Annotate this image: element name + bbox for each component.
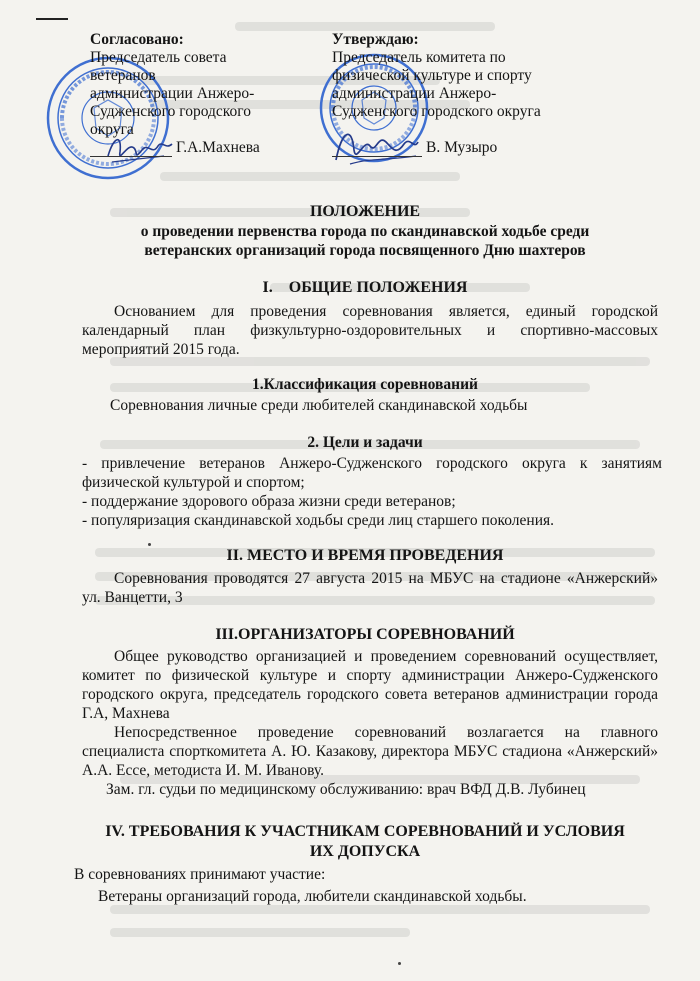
requirements-paragraph: Ветераны организаций города, любители скандинавской ходьбы. — [98, 888, 527, 905]
section-heading-requirements: IV. ТРЕБОВАНИЯ К УЧАСТНИКАМ СОРЕВНОВАНИЙ И УСЛОВИЯ — [105, 823, 625, 840]
organizers-paragraph: Непосредственное проведение соревнований возлагается на главного специалиста спорткомитета А. Ю. Казакову, директора МБУС стадиона «Анжерский» А.А. Ессе, методиста И. М. Иванову. — [82, 724, 658, 779]
scan-mark — [36, 18, 68, 20]
goals-list-item: - поддержание здорового образа жизни среди ветеранов; — [82, 493, 456, 510]
document-title: ПОЛОЖЕНИЕ — [309, 203, 421, 220]
ink-dot — [398, 962, 401, 965]
document-subject-line: ветеранских организаций города посвященного Дню шахтеров — [144, 242, 586, 259]
agreed-position-line: Председатель совета — [90, 49, 227, 66]
section-heading-general: I. ОБЩИЕ ПОЛОЖЕНИЯ — [262, 279, 468, 296]
agreed-signer: Г.А.Махнева — [176, 139, 260, 156]
goals-list — [82, 454, 662, 530]
agreed-position-line: администрации Анжеро- — [90, 85, 255, 102]
organizers-medical: Зам. гл. судьи по медицинскому обслуживанию: врач ВФД Д.В. Лубинец — [106, 781, 586, 798]
approved-title: Утверждаю: — [332, 31, 419, 48]
approved-signline — [332, 139, 582, 157]
organizers-paragraph: Общее руководство организацией и проведением соревнований осуществляет, комитет по физической культуре и спорту администрации Анжеро-Судженского городского округа, председатель городского совета ветеранов администрации города Г.А, Махнева — [82, 648, 658, 722]
agreed-signline — [90, 139, 310, 157]
approved-position-line: Председатель комитета по — [332, 49, 506, 66]
approved-position-line: Судженского городского округа — [332, 103, 541, 120]
requirements-intro: В соревнованиях принимают участие: — [74, 866, 326, 883]
section-heading-requirements-line2: ИХ ДОПУСКА — [309, 843, 421, 860]
signature-blank — [332, 142, 422, 157]
goals-list-item: - популяризация скандинавской ходьбы среди лиц старшего поколения. — [82, 512, 555, 529]
classification-paragraph: Соревнования личные среди любителей скандинавской ходьбы — [110, 397, 528, 414]
subsection-heading-goals: 2. Цели и задачи — [307, 434, 423, 451]
agreed-position-line: округа — [90, 121, 134, 138]
goals-list-item: - привлечение ветеранов Анжеро-Судженского городского округа к занятиям физической культурой и спортом; — [82, 455, 662, 491]
approved-position-line: физической культуре и спорту — [332, 67, 532, 84]
section-heading-organizers: III.ОРГАНИЗАТОРЫ СОРЕВНОВАНИЙ — [215, 626, 515, 643]
place-time-paragraph: Соревнования проводятся 27 августа 2015 на МБУС на стадионе «Анжерский» ул. Ванцетти, 3 — [82, 570, 658, 606]
approved-block — [332, 31, 582, 157]
subsection-heading-classification: 1.Классификация соревнований — [252, 376, 478, 393]
agreed-title: Согласовано: — [90, 31, 184, 48]
general-paragraph: Основанием для проведения соревнования является, единый городской календарный план физкультурно-оздоровительных и спортивно-массовых мероприятий 2015 года. — [82, 303, 658, 358]
approved-position-line: администрации Анжеро- — [332, 85, 497, 102]
agreed-position-line: ветеранов — [90, 67, 156, 84]
agreed-block — [90, 31, 310, 157]
approved-signer: В. Музыро — [426, 139, 498, 156]
section-heading-place-time: II. МЕСТО И ВРЕМЯ ПРОВЕДЕНИЯ — [226, 547, 504, 564]
document-subject-line: о проведении первенства города по скандинавской ходьбе среди — [140, 223, 590, 240]
signature-blank — [90, 142, 172, 157]
ink-dot — [148, 543, 151, 546]
agreed-position-line: Судженского городского — [90, 103, 252, 120]
